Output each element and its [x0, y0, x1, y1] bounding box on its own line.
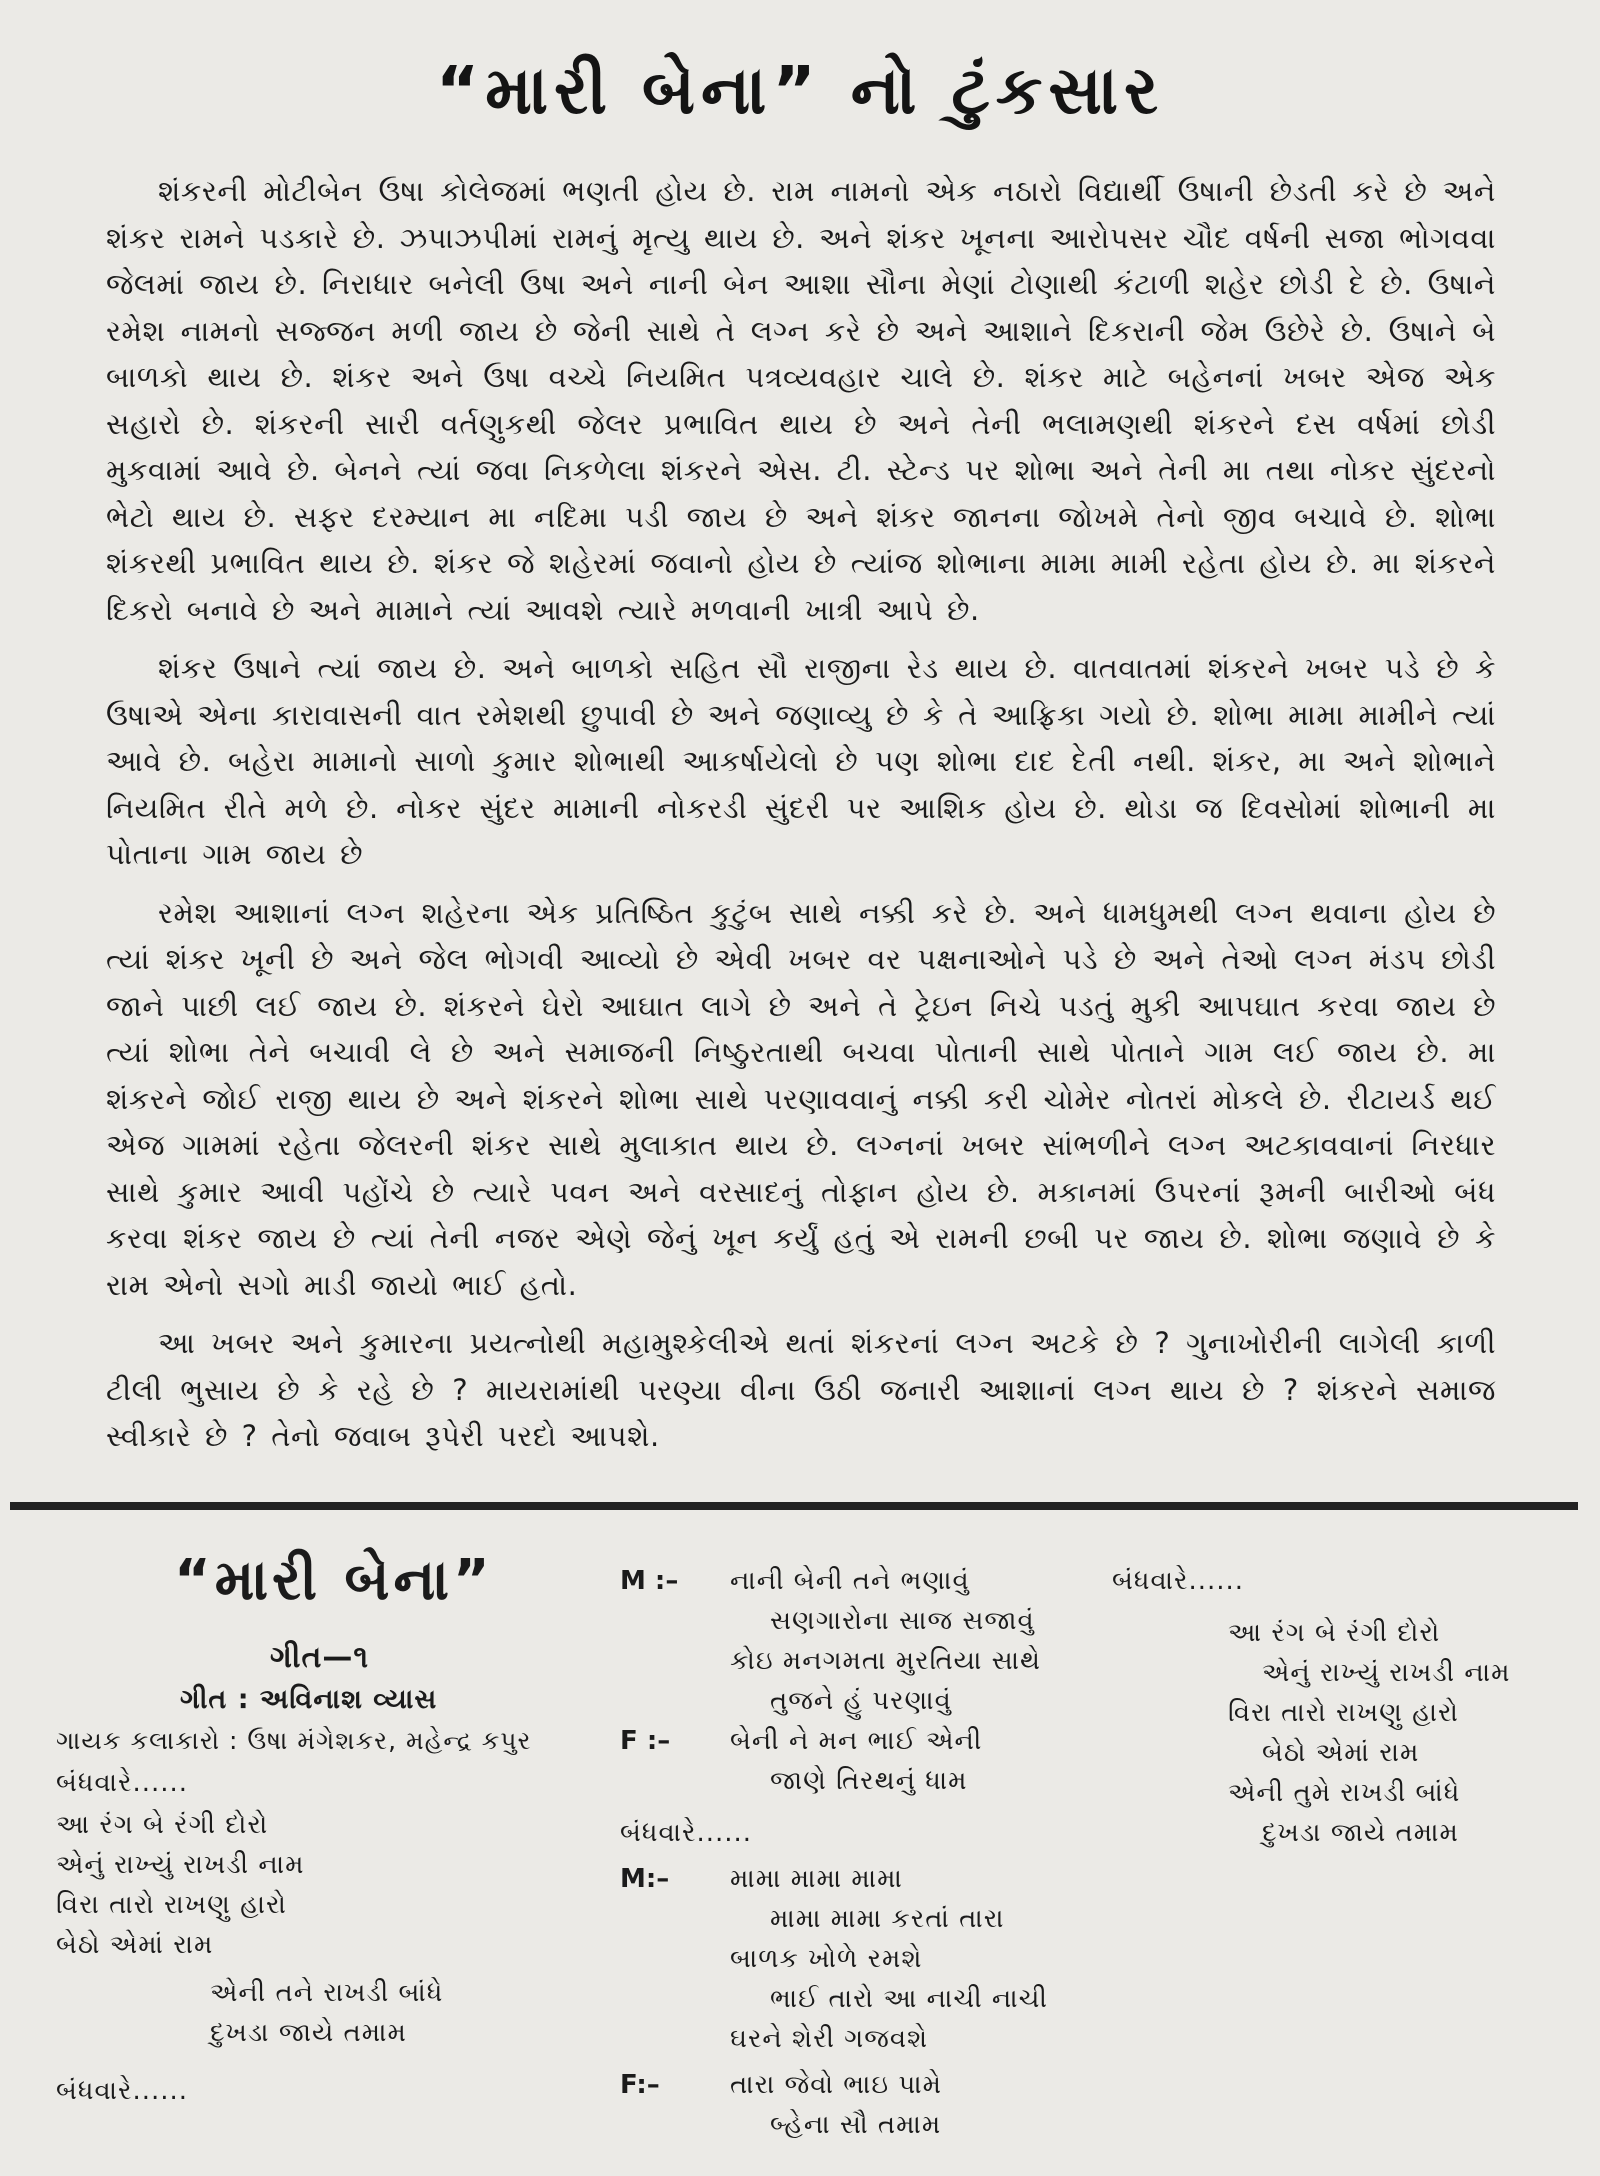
- lyric-line: ભાઈ તારો આ નાચી નાચી: [770, 1984, 1048, 2014]
- lyric-line: બાળક ખોળે રમશે: [730, 1944, 923, 1974]
- lyric-line: એનું રાખ્યું રાખડી નામ: [1262, 1658, 1511, 1688]
- lyric-line: બંધવારે......: [1112, 1566, 1245, 1596]
- synopsis-paragraph: શંકર ઉષાને ત્યાં જાય છે. અને બાળકો સહિત સૌ રાજીના રેડ થાય છે. વાતવાતમાં શંકરને ખબર પડે છે કે ઉષાએ એના કારાવાસની વાત રમેશથી છુપાવી છે અને જણાવ્યુ છે કે તે આફ્રિકા ગયો છે. શોભા મામા મામીને ત્યાં આવે છે. બહેરા મામાનો સાળો કુમાર શોભાથી આકર્ષાયેલો છે પણ શોભા દાદ દેતી નથી. શંકર, મા અને શોભાને નિયમિત રીતે મળે છે. નોકર સુંદર મામાની નોકરડી સુંદરી પર આશિક હોય છે. થોડા જ દિવસોમાં શોભાની મા પોતાના ગામ જાય છે: [106, 651, 1496, 871]
- lyric-line: ઘરને શેરી ગજવશે: [730, 2024, 929, 2054]
- lyric-line: આ રંગ બે રંગી દોરો: [1228, 1618, 1441, 1648]
- speaker-label: M:–: [620, 1864, 670, 1894]
- synopsis-paragraph: આ ખબર અને કુમારના પ્રયત્નોથી મહામુશ્કેલીએ થતાં શંકરનાં લગ્ન અટકે છે ? ગુનાખોરીની લાગેલી કાળી ટીલી ભુસાય છે કે રહે છે ? માયરામાંથી પરણ્યા વીના ઉઠી જનારી આશાનાં લગ્ન થાય છે ? શંકરને સમાજ સ્વીકારે છે ? તેનો જવાબ રૂપેરી પરદો આપશે.: [106, 1326, 1496, 1453]
- song-lyricist: ગીત : અવિનાશ વ્યાસ: [180, 1684, 438, 1715]
- song-number: ગીત—૧: [270, 1640, 370, 1675]
- lyric-line: બેઠો એમાં રામ: [1262, 1738, 1420, 1768]
- lyric-line: બ્હેના સૌ તમામ: [770, 2110, 942, 2140]
- lyric-line: બંધવારે......: [56, 1768, 189, 1798]
- lyric-line: દુખડા જાયે તમામ: [1262, 1818, 1459, 1848]
- lyric-line: એની તુમે રાખડી બાંધે: [1228, 1778, 1461, 1808]
- lyric-line: એનું રાખ્યું રાખડી નામ: [56, 1850, 305, 1880]
- lyric-line: દુખડા જાયે તમામ: [210, 2018, 407, 2048]
- lyric-line: વિરા તારો રાખણુ હારો: [1228, 1698, 1459, 1728]
- lyric-line: બેની ને મન ભાઈ એની: [730, 1726, 983, 1756]
- lyric-line: વિરા તારો રાખણુ હારો: [56, 1890, 287, 1920]
- lyric-line: મામા મામા મામા: [730, 1864, 903, 1894]
- speaker-label: M :–: [620, 1566, 679, 1596]
- lyric-line: તુજને હું પરણાવું: [770, 1686, 952, 1716]
- lyric-line: તારા જેવો ભાઇ પામે: [730, 2070, 942, 2100]
- speaker-label: F :–: [620, 1726, 671, 1756]
- lyric-line: મામા મામા કરતાં તારા: [770, 1904, 1005, 1934]
- song-singers: ગાયક કલાકારો : ઉષા મંગેશકર, મહેન્દ્ર કપુર: [56, 1726, 532, 1755]
- lyric-line: નાની બેની તને ભણાવું: [730, 1566, 970, 1596]
- lyric-line: બંધવારે......: [56, 2076, 189, 2106]
- synopsis-paragraph: રમેશ આશાનાં લગ્ન શહેરના એક પ્રતિષ્ઠિત કુટુંબ સાથે નક્કી કરે છે. અને ધામધુમથી લગ્ન થવાના હોય છે ત્યાં શંકર ખૂની છે અને જેલ ભોગવી આવ્યો છે એવી ખબર વર પક્ષનાઓને પડે છે અને તેઓ લગ્ન મંડપ છોડી જાને પાછી લઈ જાય છે. શંકરને ઘેરો આઘાત લાગે છે અને તે ટ્રેઇન નિચે પડતું મુકી આપઘાત કરવા જાય છે ત્યાં શોભા તેને બચાવી લે છે અને સમાજની નિષ્ઠુરતાથી બચવા પોતાની સાથે પોતાને ગામ લઈ જાય છે. મા શંકરને જોઈ રાજી થાય છે અને શંકરને શોભા સાથે પરણાવવાનું નક્કી કરી ચોમેર નોતરાં મોકલે છે. રીટાયર્ડ થઈ એજ ગામમાં રહેતા જેલરની શંકર સાથે મુલાકાત થાય છે. લગ્નનાં ખબર સાંભળીને લગ્ન અટકાવવાનાં નિરધાર સાથે કુમાર આવી પહોંચે છે ત્યારે પવન અને વરસાદનું તોફાન હોય છે. મકાનમાં ઉપરનાં રૂમની બારીઓ બંધ કરવા શંકર જાય છે ત્યાં તેની નજર એણે જેનું ખૂન કર્યું હતું એ રામની છબી પર જાય છે. શોભા જણાવે છે કે રામ એનો સગો માડી જાયો ભાઈ હતો.: [106, 895, 1496, 1302]
- lyric-line: એની તને રાખડી બાંધે: [210, 1978, 444, 2008]
- lyric-line: બેઠો એમાં રામ: [56, 1930, 214, 1960]
- lyric-line: જાણે તિરથનું ધામ: [770, 1766, 968, 1796]
- song-title: “મારી બેના”: [174, 1548, 494, 1613]
- lyric-line: સણગારોના સાજ સજાવું: [770, 1606, 1035, 1636]
- page-title: “મારી બેના” નો ટુંકસાર: [435, 52, 1165, 129]
- speaker-label: F:–: [620, 2070, 660, 2100]
- lyric-line: બંધવારે......: [620, 1818, 753, 1848]
- lyric-line: આ રંગ બે રંગી દોરો: [56, 1810, 269, 1840]
- synopsis-paragraph: શંકરની મોટીબેન ઉષા કોલેજમાં ભણતી હોય છે. રામ નામનો એક નઠારો વિદ્યાર્થી ઉષાની છેડતી કરે છે અને શંકર રામને પડકારે છે. ઝપાઝપીમાં રામનું મૃત્યુ થાય છે. અને શંકર ખૂનના આરોપસર ચૌદ વર્ષની સજા ભોગવવા જેલમાં જાય છે. નિરાધાર બનેલી ઉષા અને નાની બેન આશા સૌના મેણાં ટોણાથી કંટાળી શહેર છોડી દે છે. ઉષાને રમેશ નામનો સજ્જન મળી જાય છે જેની સાથે તે લગ્ન કરે છે અને આશાને દિકરાની જેમ ઉછેરે છે. ઉષાને બે બાળકો થાય છે. શંકર અને ઉષા વચ્ચે નિયમિત પત્રવ્યવહાર ચાલે છે. શંકર માટે બહેનનાં ખબર એજ એક સહારો છે. શંકરની સારી વર્તણુકથી જેલર પ્રભાવિત થાય છે અને તેની ભલામણથી શંકરને દસ વર્ષમાં છોડી મુકવામાં આવે છે. બેનને ત્યાં જવા નિકળેલા શંકરને એસ. ટી. સ્ટેન્ડ પર શોભા અને તેની મા તથા નોકર સુંદરનો ભેટો થાય છે. સફર દરમ્યાન મા નદિમા પડી જાય છે અને શંકર જાનના જોખમે તેનો જીવ બચાવે છે. શોભા શંકરથી પ્રભાવિત થાય છે. શંકર જે શહેરમાં જવાનો હોય છે ત્યાંજ શોભાના મામા મામી રહેતા હોય છે. મા શંકરને દિકરો બનાવે છે અને મામાને ત્યાં આવશે ત્યારે મળવાની ખાત્રી આપે છે.: [106, 174, 1496, 627]
- lyric-line: કોઇ મનગમતા મુરતિયા સાથે: [730, 1646, 1041, 1676]
